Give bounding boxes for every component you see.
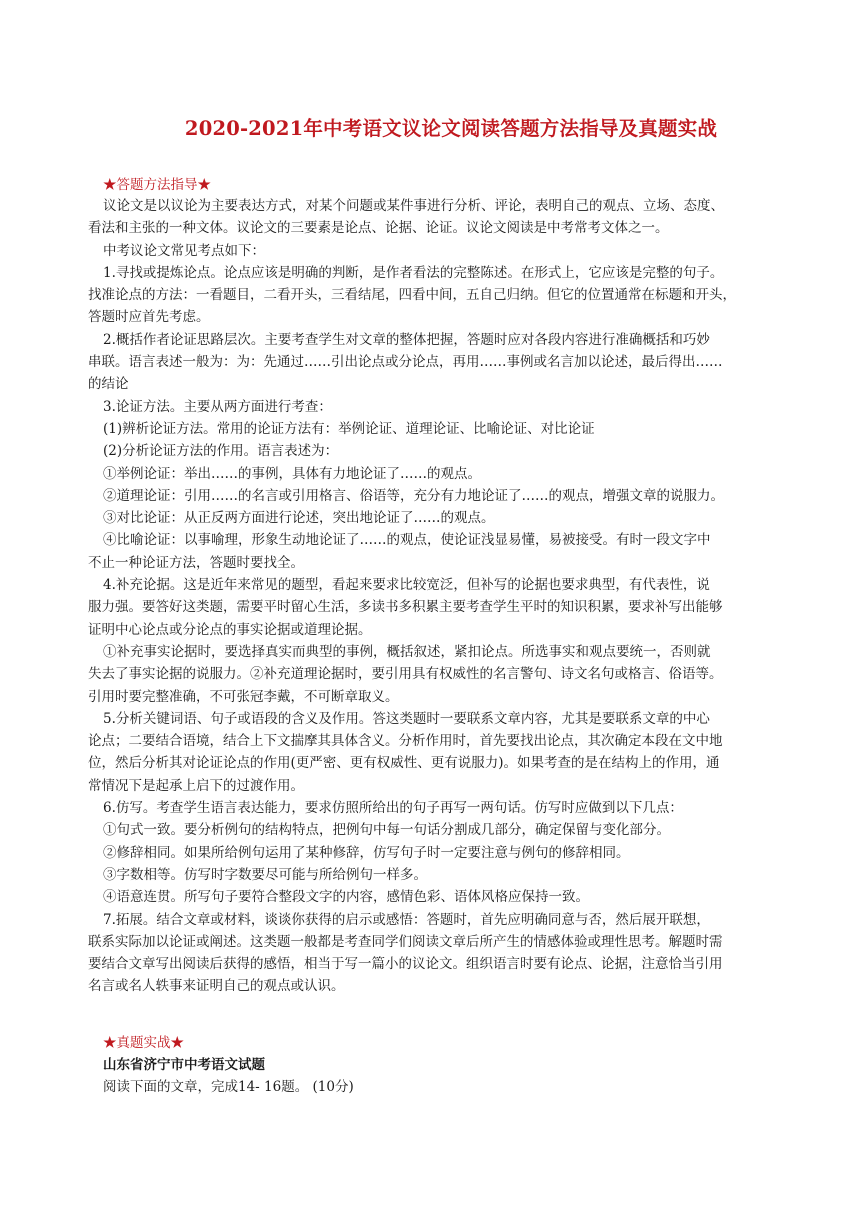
body-line: ①举例论证：举出……的事例，具体有力地论证了……的观点。: [103, 465, 481, 482]
body-line: ④比喻论证：以事喻理，形象生动地论证了……的观点，使论证浅显易懂，易被接受。有时一段文字中: [103, 532, 711, 549]
body-line: 议论文是以议论为主要表达方式，对某个问题或某件事进行分析、评论，表明自己的观点、立场、态度、: [103, 198, 724, 214]
body-line: 中考议论文常见考点如下：: [103, 242, 265, 259]
section-heading-practice: ★真题实战★: [103, 1035, 184, 1051]
body-line: 3.论证方法。主要从两方面进行考查：: [103, 398, 332, 415]
body-line: ①补充事实论据时，要选择真实而典型的事例，概括叙述，紧扣论点。所选事实和观点要统一，否则就: [103, 643, 711, 660]
body-line: 不止一种论证方法，答题时要找全。: [88, 554, 304, 571]
body-line: 引用时要完整准确，不可张冠李戴，不可断章取义。: [88, 688, 399, 705]
exam-instruction: 阅读下面的文章，完成14- 16题。 (10分): [103, 1079, 354, 1095]
body-line: 2.概括作者论证思路层次。主要考查学生对文章的整体把握，答题时应对各段内容进行准确概括和巧妙: [103, 331, 710, 348]
body-line: 服力强。要答好这类题，需要平时留心生活，多读书多积累主要考查学生平时的知识积累，要求补写出能够: [88, 599, 723, 616]
body-line: 4.补充论据。这是近年来常见的题型，看起来要求比较宽泛，但补写的论据也要求典型，有代表性，说: [103, 577, 710, 594]
body-line: (1)辨析论证方法。常用的论证方法有：举例论证、道理论证、比喻论证、对比论证: [103, 420, 595, 437]
body-line: 位，然后分析其对论证论点的作用(更严密、更有权威性、更有说服力)。如果考查的是在结构上的作用，通: [88, 755, 720, 772]
body-line: ②道理论证：引用……的名言或引用格言、俗语等，充分有力地论证了……的观点，增强文章的说服力。: [103, 487, 724, 504]
body-line: ②修辞相同。如果所给例句运用了某种修辞，仿写句子时一定要注意与例句的修辞相同。: [103, 844, 630, 861]
page-title: 2020-2021年中考语文议论文阅读答题方法指导及真题实战: [184, 117, 718, 140]
body-line: 要结合文章写出阅读后获得的感悟，相当于写一篇小的议论文。组织语言时要有论点、论据，注意恰当引用: [88, 956, 723, 973]
body-line: 1.寻找或提炼论点。论点应该是明确的判断，是作者看法的完整陈述。在形式上，它应该是完整的句子。: [103, 264, 724, 281]
body-line: 找准论点的方法：一看题目，二看开头，三看结尾，四看中间，五自己归纳。但它的位置通常在标题和开头，: [88, 287, 736, 304]
body-line: ④语意连贯。所写句子要符合整段文字的内容，感情色彩、语体风格应保持一致。: [103, 889, 589, 906]
exam-source-title: 山东省济宁市中考语文试题: [103, 1057, 265, 1073]
body-line: ③字数相等。仿写时字数要尽可能与所给例句一样多。: [103, 866, 427, 883]
body-line: (2)分析论证方法的作用。语言表述为：: [103, 443, 339, 460]
section-heading-method: ★答题方法指导★: [103, 177, 211, 193]
body-line: 7.拓展。结合文章或材料，谈谈你获得的启示或感悟：答题时，首先应明确同意与否，然后展开联想，: [103, 911, 710, 928]
body-line: ③对比论证：从正反两方面进行论述，突出地论证了……的观点。: [103, 510, 495, 527]
body-line: 串联。语言表述一般为：为：先通过……引出论点或分论点，再用……事例或名言加以论述，最后得出……: [88, 354, 723, 371]
body-line: 6.仿写。考查学生语言表达能力，要求仿照所给出的句子再写一两句话。仿写时应做到以下几点：: [103, 800, 683, 817]
method-guide-body: [88, 195, 788, 998]
body-line: 失去了事实论据的说服力。②补充道理论据时，要引用具有权威性的名言警句、诗文名句或格言、俗语等。: [88, 666, 723, 683]
body-line: ①句式一致。要分析例句的结构特点，把例句中每一句话分割成几部分，确定保留与变化部分。: [103, 822, 670, 839]
body-line: 名言或名人轶事来证明自己的观点或认识。: [88, 978, 345, 995]
body-line: 联系实际加以论证或阐述。这类题一般都是考查同学们阅读文章后所产生的情感体验或理性思考。解题时需: [88, 933, 723, 950]
body-line: 答题时应首先考虑。: [88, 309, 210, 326]
body-line: 看法和主张的一种文体。议论文的三要素是论点、论据、论证。议论文阅读是中考常考文体之一。: [88, 220, 669, 237]
body-line: 证明中心论点或分论点的事实论据或道理论据。: [88, 621, 372, 638]
body-line: 的结论: [88, 376, 129, 393]
body-line: 论点；二要结合语境，结合上下文揣摩其具体含义。分析作用时，首先要找出论点，其次确定本段在文中地: [88, 733, 723, 750]
body-line: 常情况下是起承上启下的过渡作用。: [88, 777, 304, 794]
body-line: 5.分析关键词语、句子或语段的含义及作用。答这类题时一要联系文章内容，尤其是要联系文章的中心: [103, 710, 710, 727]
